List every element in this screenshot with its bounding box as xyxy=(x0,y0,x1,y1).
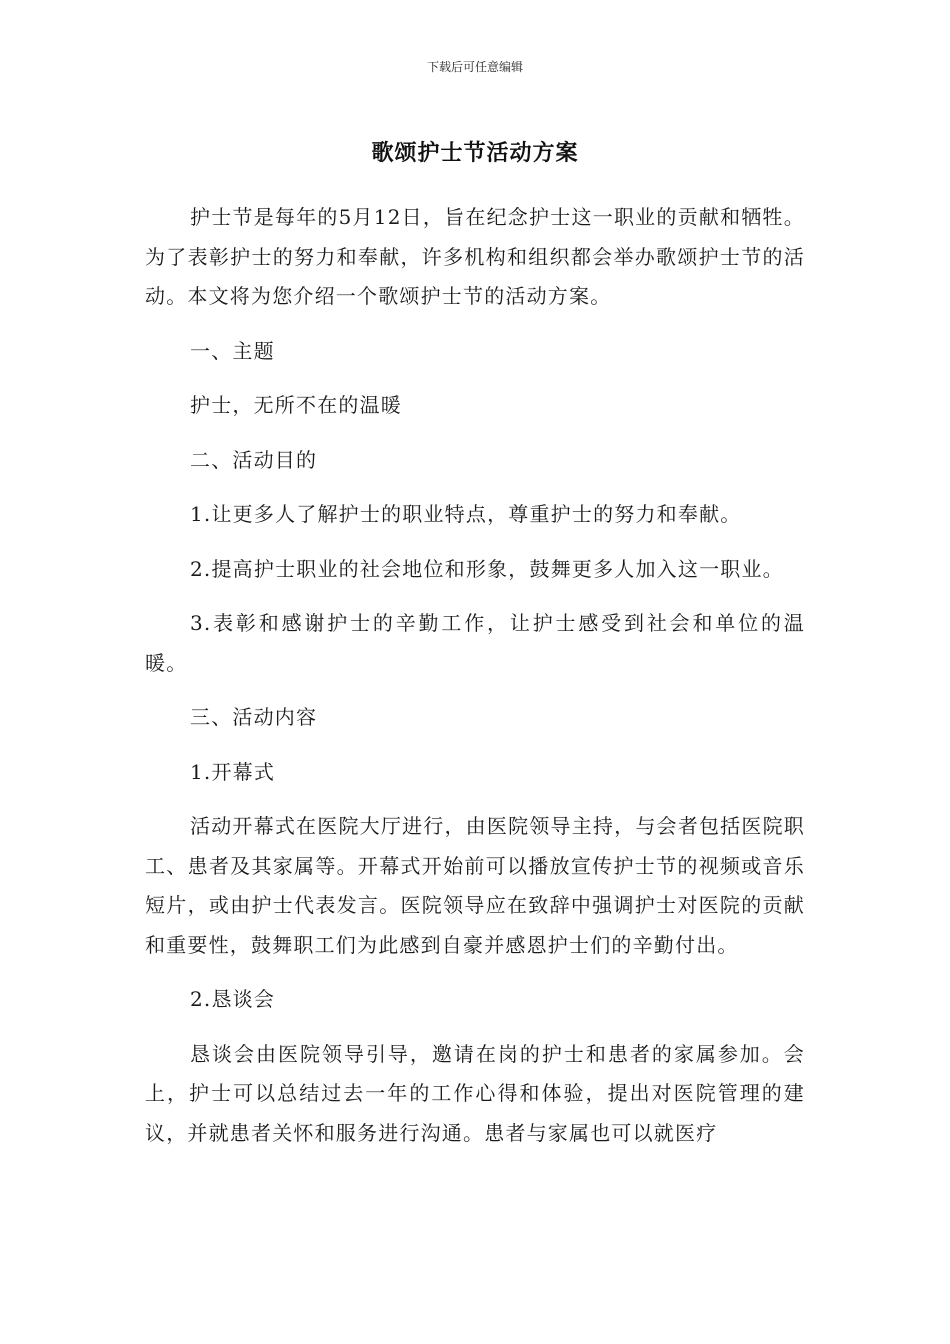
document-body xyxy=(145,198,805,1153)
purpose-item-3: 3.表彰和感谢护士的辛勤工作，让护士感受到社会和单位的温暖。 xyxy=(145,611,805,675)
header-note: 下载后可任意编辑 xyxy=(426,60,523,74)
content-item-2-heading: 2.恳谈会 xyxy=(190,987,276,1011)
purpose-item-2: 2.提高护士职业的社会地位和形象，鼓舞更多人加入这一职业。 xyxy=(190,556,784,581)
section-heading-content: 三、活动内容 xyxy=(190,705,318,729)
content-item-1-text: 活动开幕式在医院大厅进行，由医院领导主持，与会者包括医院职工、患者及其家属等。开幕式开始前可以播放宣传护士节的视频或音乐短片，或由护士代表发言。医院领导应在致辞中强调护士对医院的贡献和重要性，鼓舞职工们为此感到自豪并感恩护士们的辛勤付出。 xyxy=(145,814,805,957)
content-item-1-heading: 1.开幕式 xyxy=(190,759,276,784)
section-heading-theme: 一、主题 xyxy=(190,338,275,363)
theme-text: 护士，无所不在的温暖 xyxy=(190,393,402,417)
document-title: 歌颂护士节活动方案 xyxy=(371,141,579,166)
section-heading-purpose: 二、活动目的 xyxy=(190,447,318,472)
content-item-2-text: 恳谈会由医院领导引导，邀请在岗的护士和患者的家属参加。会上，护士可以总结过去一年的工作心得和体验，提出对医院管理的建议，并就患者关怀和服务进行沟通。患者与家属也可以就医疗 xyxy=(145,1041,805,1145)
intro-paragraph: 护士节是每年的5月12日，旨在纪念护士这一职业的贡献和牺牲。为了表彰护士的努力和奉献，许多机构和组织都会举办歌颂护士节的活动。本文将为您介绍一个歌颂护士节的活动方案。 xyxy=(145,205,805,308)
purpose-item-1: 1.让更多人了解护士的职业特点，尊重护士的努力和奉献。 xyxy=(190,502,742,526)
